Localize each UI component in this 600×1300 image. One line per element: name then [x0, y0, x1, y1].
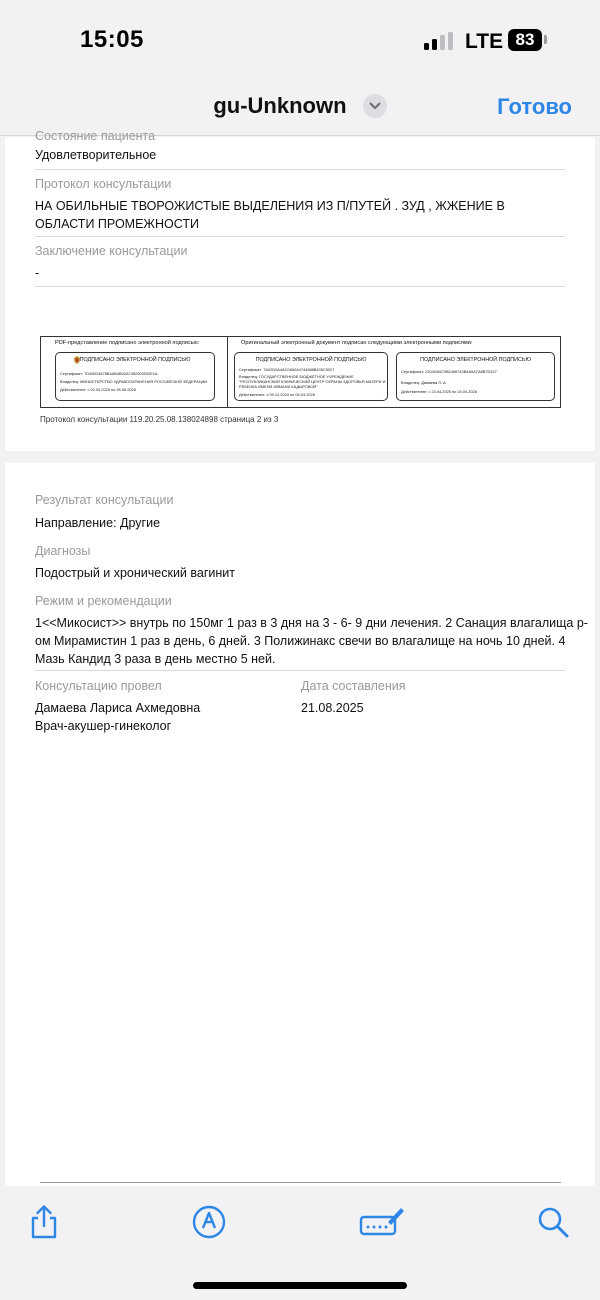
doctor-name: Дамаева Лариса Ахмедовна [35, 701, 201, 715]
result-label: Результат консультации [35, 493, 174, 507]
date-value: 21.08.2025 [301, 701, 364, 715]
chevron-down-icon[interactable] [363, 94, 387, 118]
pdf-signature-header: PDF-представление подписано электронной подписью: [55, 340, 200, 346]
document-page-2 [5, 129, 595, 451]
signature-card-ministry [55, 352, 215, 401]
nav-bar [0, 80, 600, 136]
protocol-value: НА ОБИЛЬНЫЕ ТВОРОЖИСТЫЕ ВЫДЕЛЕНИЯ ИЗ П/ПУТЕЙ . ЗУД , ЖЖЕНИЕ В ОБЛАСТИ ПРОМЕЖНОСТИ [35, 199, 505, 231]
signature-validity: Действителен: с 02.04.2025 по 26.06.2026 [60, 387, 136, 392]
bottom-toolbar [0, 1186, 600, 1300]
diagnoses-value: Подострый и хронический вагинит [35, 566, 235, 580]
signature-card-title: ПОДПИСАНО ЭЛЕКТРОННОЙ ПОДПИСЬЮ [420, 357, 531, 363]
divider [35, 169, 565, 170]
patient-state-label: Состояние пациента [35, 129, 156, 143]
markup-icon[interactable] [191, 1204, 227, 1240]
signature-card-title: ПОДПИСАНО ЭЛЕКТРОННОЙ ПОДПИСЬЮ [255, 357, 367, 363]
divider [35, 286, 565, 287]
signature-cert: Сертификат: 2204D60C9B2408743B4A9A7A6B7D327 [401, 369, 497, 374]
status-bar [0, 0, 600, 80]
battery-tip [544, 35, 547, 44]
document-page-3 [5, 463, 595, 1185]
signature-owner: "РЕСПУБЛИКАНСКИЙ КЛИНИЧЕСКИЙ ЦЕНТР ОХРАНЫ ЗДОРОВЬЯ МАТЕРИ И [239, 379, 386, 384]
signature-owner: Владелец: Дамаева Л. А. [401, 380, 447, 385]
doctor-role: Врач-акушер-гинеколог [35, 719, 172, 733]
signature-owner: Владелец: ГОСУДАРСТВЕННОЕ БЮДЖЕТНОЕ УЧРЕЖДЕНИЕ [239, 374, 354, 379]
signature-cert: Сертификат: 7A02D0A4AC0A5644744588B403C5027 [239, 367, 335, 372]
regime-line: Мазь Кандид 3 раза в день местно 5 ней. [35, 652, 276, 666]
regime-label: Режим и рекомендации [35, 594, 172, 608]
battery-icon: 83 [508, 29, 542, 51]
signature-card-doctor [396, 352, 555, 401]
divider [35, 236, 565, 237]
divider [35, 670, 565, 671]
regime-line: 1<<Микосист>> внутрь по 150мг 1 раз в 3 дня на 3 - 6- 9 дни лечения. 2 Санация влагалища р- [35, 616, 588, 630]
signature-card-center [234, 352, 388, 401]
signature-cert: Сертификат: 7D4B024578B4AB4B02A7452903532E1A [60, 371, 158, 376]
conclusion-value: - [35, 266, 40, 280]
signature-card-title: ПОДПИСАНО ЭЛЕКТРОННОЙ ПОДПИСЬЮ [79, 357, 191, 363]
signature-icon[interactable] [358, 1204, 406, 1240]
signature-block [40, 336, 561, 408]
diagnoses-label: Диагнозы [35, 544, 91, 558]
search-icon[interactable] [537, 1204, 569, 1240]
patient-state-value: Удовлетворительное [35, 148, 157, 162]
signature-owner: РЕБЕНКА ИМЕНИ АЙМАНИ КАДЫРОВОЙ" [239, 384, 318, 389]
document-title: gu-Unknown [213, 93, 347, 119]
result-value: Направление: Другие [35, 516, 161, 530]
home-indicator[interactable] [193, 1282, 407, 1289]
doctor-label: Консультацию провел [35, 679, 162, 693]
protocol-label: Протокол консультации [35, 177, 172, 191]
signature-validity: Действителен: с 09.12.2024 по 04.03.2026 [239, 392, 315, 397]
original-signature-header: Оригинальный электронный документ подписан следующими электронными подписями: [241, 340, 473, 346]
signal-icon [424, 32, 454, 50]
status-time: 15:05 [80, 26, 144, 53]
divider [227, 337, 228, 407]
page-footer: Протокол консультации 119.20.25.08.138024898 страница 2 из 3 [40, 415, 279, 424]
conclusion-label: Заключение консультации [35, 244, 188, 258]
network-type: LTE [465, 30, 504, 53]
share-icon[interactable] [28, 1204, 60, 1240]
signature-validity: Действителен: с 24.04.2025 по 24.04.2026 [401, 389, 477, 394]
signature-owner: Владелец: МИНИСТЕРСТВО ЗДРАВООХРАНЕНИЯ РОССИЙСКОЙ ФЕДЕРАЦИИ [60, 379, 208, 384]
date-label: Дата составления [301, 679, 406, 693]
done-button[interactable]: Готово [497, 94, 572, 119]
regime-line: ом Мирамистин 1 раз в день, 6 дней. 3 Полижинакс свечи во влагалище на ночь 10 дней. 4 [35, 634, 566, 648]
